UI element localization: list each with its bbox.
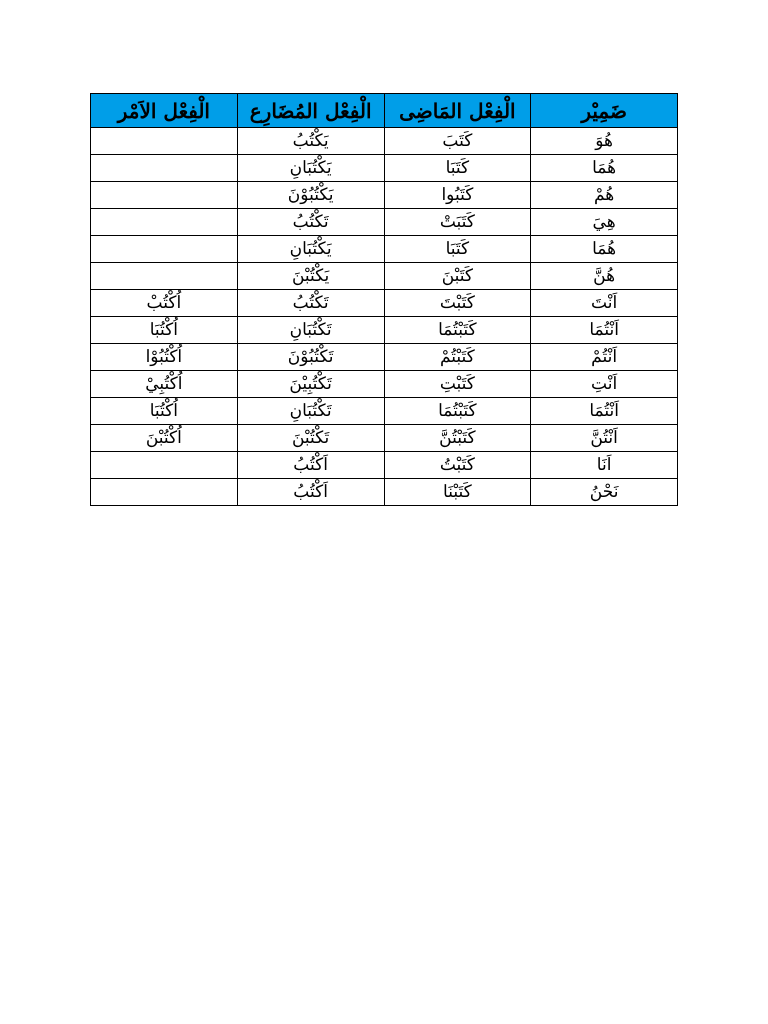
cell-present: يَكْتُبُوْنَ — [237, 182, 384, 209]
cell-past: كَتَبَ — [384, 128, 531, 155]
table-row — [91, 263, 678, 290]
cell-pronoun: اَنْتِ — [531, 371, 678, 398]
cell-present: تَكْتُبِيْنَ — [237, 371, 384, 398]
cell-imperative: اُكْتُبُوْا — [91, 344, 238, 371]
cell-pronoun: هُمْ — [531, 182, 678, 209]
cell-imperative: اُكْتُبْ — [91, 290, 238, 317]
table-row — [91, 425, 678, 452]
header-present-tense: الْفِعْل المُضَارِع — [237, 94, 384, 128]
cell-past: كَتَبْتُمَا — [384, 317, 531, 344]
cell-pronoun: اَنْتُمَا — [531, 398, 678, 425]
table-row — [91, 317, 678, 344]
table-row — [91, 182, 678, 209]
cell-present: يَكْتُبَانِ — [237, 236, 384, 263]
cell-present: تَكْتُبَانِ — [237, 317, 384, 344]
header-row — [91, 94, 678, 128]
cell-imperative — [91, 182, 238, 209]
cell-past: كَتَبْنَ — [384, 263, 531, 290]
cell-present: اَكْتُبُ — [237, 479, 384, 506]
table-body — [91, 128, 678, 506]
cell-imperative — [91, 128, 238, 155]
header-imperative: الْفِعْل الاَمْر — [91, 94, 238, 128]
verb-conjugation-table — [90, 93, 678, 506]
cell-pronoun: اَنْتُمَا — [531, 317, 678, 344]
cell-imperative — [91, 452, 238, 479]
cell-past: كَتَبْتُنَّ — [384, 425, 531, 452]
cell-imperative — [91, 155, 238, 182]
cell-past: كَتَبْتُمَا — [384, 398, 531, 425]
cell-past: كَتَبْتِ — [384, 371, 531, 398]
cell-imperative — [91, 209, 238, 236]
cell-present: اَكْتُبُ — [237, 452, 384, 479]
table-row — [91, 128, 678, 155]
cell-imperative: اُكْتُبَا — [91, 398, 238, 425]
cell-past: كَتَبُوا — [384, 182, 531, 209]
cell-past: كَتَبْتُ — [384, 452, 531, 479]
cell-imperative: اُكْتُبِيْ — [91, 371, 238, 398]
cell-pronoun: هُنَّ — [531, 263, 678, 290]
header-past-tense: الْفِعْل المَاضِى — [384, 94, 531, 128]
cell-present: تَكْتُبُ — [237, 209, 384, 236]
table-row — [91, 209, 678, 236]
table-row — [91, 452, 678, 479]
cell-past: كَتَبْنَا — [384, 479, 531, 506]
table-row — [91, 290, 678, 317]
cell-pronoun: هُوَ — [531, 128, 678, 155]
cell-pronoun: هُمَا — [531, 236, 678, 263]
cell-present: تَكْتُبُ — [237, 290, 384, 317]
cell-pronoun: اَنَا — [531, 452, 678, 479]
cell-imperative: اُكْتُبْنَ — [91, 425, 238, 452]
header-pronoun: ضَمِيْر — [531, 94, 678, 128]
cell-present: تَكْتُبْنَ — [237, 425, 384, 452]
cell-past: كَتَبَا — [384, 236, 531, 263]
cell-imperative — [91, 263, 238, 290]
cell-present: يَكْتُبْنَ — [237, 263, 384, 290]
cell-pronoun: هُمَا — [531, 155, 678, 182]
cell-imperative: اُكْتُبَا — [91, 317, 238, 344]
cell-present: تَكْتُبُوْنَ — [237, 344, 384, 371]
table-row — [91, 371, 678, 398]
cell-imperative — [91, 479, 238, 506]
table-row — [91, 344, 678, 371]
cell-pronoun: اَنْتُنَّ — [531, 425, 678, 452]
cell-pronoun: اَنْتُمْ — [531, 344, 678, 371]
cell-pronoun: اَنْتَ — [531, 290, 678, 317]
cell-present: تَكْتُبَانِ — [237, 398, 384, 425]
table-row — [91, 236, 678, 263]
table-row — [91, 479, 678, 506]
cell-pronoun: نَحْنُ — [531, 479, 678, 506]
cell-past: كَتَبْتُمْ — [384, 344, 531, 371]
cell-pronoun: هِيَ — [531, 209, 678, 236]
table-row — [91, 155, 678, 182]
cell-present: يَكْتُبَانِ — [237, 155, 384, 182]
cell-present: يَكْتُبُ — [237, 128, 384, 155]
cell-past: كَتَبْتَ — [384, 290, 531, 317]
table-row — [91, 398, 678, 425]
cell-past: كَتَبَا — [384, 155, 531, 182]
cell-imperative — [91, 236, 238, 263]
cell-past: كَتَبَتْ — [384, 209, 531, 236]
